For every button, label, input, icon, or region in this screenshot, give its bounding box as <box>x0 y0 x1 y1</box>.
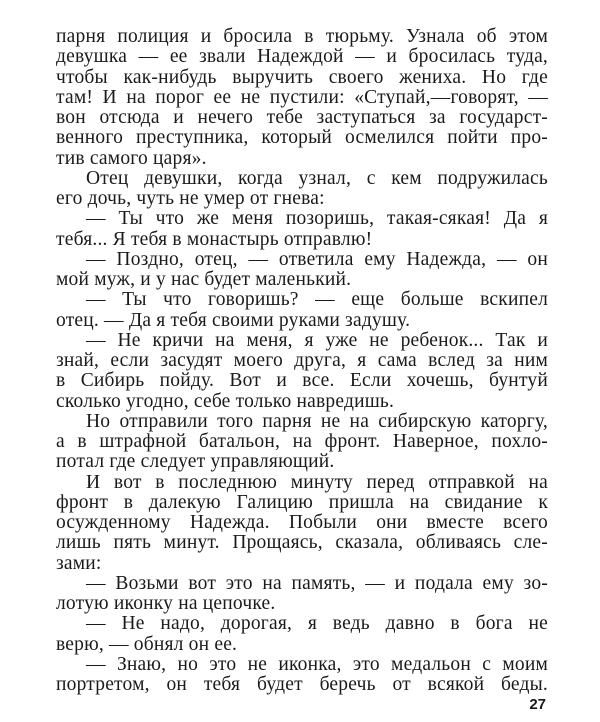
text-line: девушка — ее звали Надеждой — и бросилась туда, <box>56 46 548 68</box>
text-line: а в штрафной батальон, на фронт. Наверное, похло- <box>56 431 548 452</box>
text-line: зами: <box>56 552 102 574</box>
text-line: фронт в далекую Галицию пришла на свидание к <box>56 491 548 513</box>
text-line: — Поздно, отец, — ответила ему Надежда, — он <box>86 248 548 270</box>
text-line: осужденному Надежда. Побыли они вместе всего <box>56 512 548 533</box>
text-line: — Ты что говоришь? — еще больше вскипел <box>86 289 548 311</box>
text-line: там! И на порог ее не пустили: «Ступай,—говорят, — <box>56 86 548 108</box>
text-line: потал где следует управляющий. <box>56 451 335 473</box>
text-line: верю, — обнял он ее. <box>56 633 238 655</box>
text-line: тив самого царя». <box>56 147 207 169</box>
text-line: — Знаю, но это не иконка, это медальон с моим <box>86 653 548 675</box>
text-line: — Возьми вот это на память, — и подала ему зо- <box>86 572 548 594</box>
text-line: сколько угодно, себе только навредишь. <box>56 390 395 412</box>
text-line: — Не кричи на меня, я уже не ребенок... Так и <box>86 329 548 351</box>
text-line: Отец девушки, когда узнал, с кем подружилась <box>86 167 548 189</box>
text-line: Но отправили того парня не на сибирскую каторгу, <box>86 410 548 432</box>
text-line: вон отсюда и нечего тебе заступаться за государст- <box>56 107 548 128</box>
text-line: чтобы как-нибудь выручить своего жениха. Но где <box>56 66 548 88</box>
text-line: портретом, он тебя будет беречь от всякой беды. <box>56 674 548 695</box>
text-line: И вот в последнюю минуту перед отправкой на <box>86 471 548 493</box>
text-line: — Не надо, дорогая, я ведь давно в бога не <box>86 613 548 635</box>
text-line: мой муж, и у нас будет маленький. <box>56 269 352 290</box>
text-line: тебя... Я тебя в монастырь отправлю! <box>56 228 373 250</box>
text-line: лишь пять минут. Прощаясь, сказала, обливаясь сле- <box>56 532 548 554</box>
page-number: 27 <box>529 696 546 713</box>
text-line: венного преступника, который осмелился пойти про- <box>56 127 548 149</box>
text-line: отец. — Да я тебя своими руками задушу. <box>56 309 411 331</box>
text-line: его дочь, чуть не умер от гнева: <box>56 188 325 209</box>
text-line: знай, если засудят моего друга, я сама вслед за ним <box>56 350 548 371</box>
text-line: — Ты что же меня позоришь, такая-сякая! Да я <box>86 208 548 230</box>
page-body <box>56 27 548 695</box>
text-line: в Сибирь пойду. Вот и все. Если хочешь, бунтуй <box>56 370 548 392</box>
text-line: парня полиция и бросила в тюрьму. Узнала об этом <box>56 26 548 47</box>
text-line: лотую иконку на цепочке. <box>56 593 276 614</box>
